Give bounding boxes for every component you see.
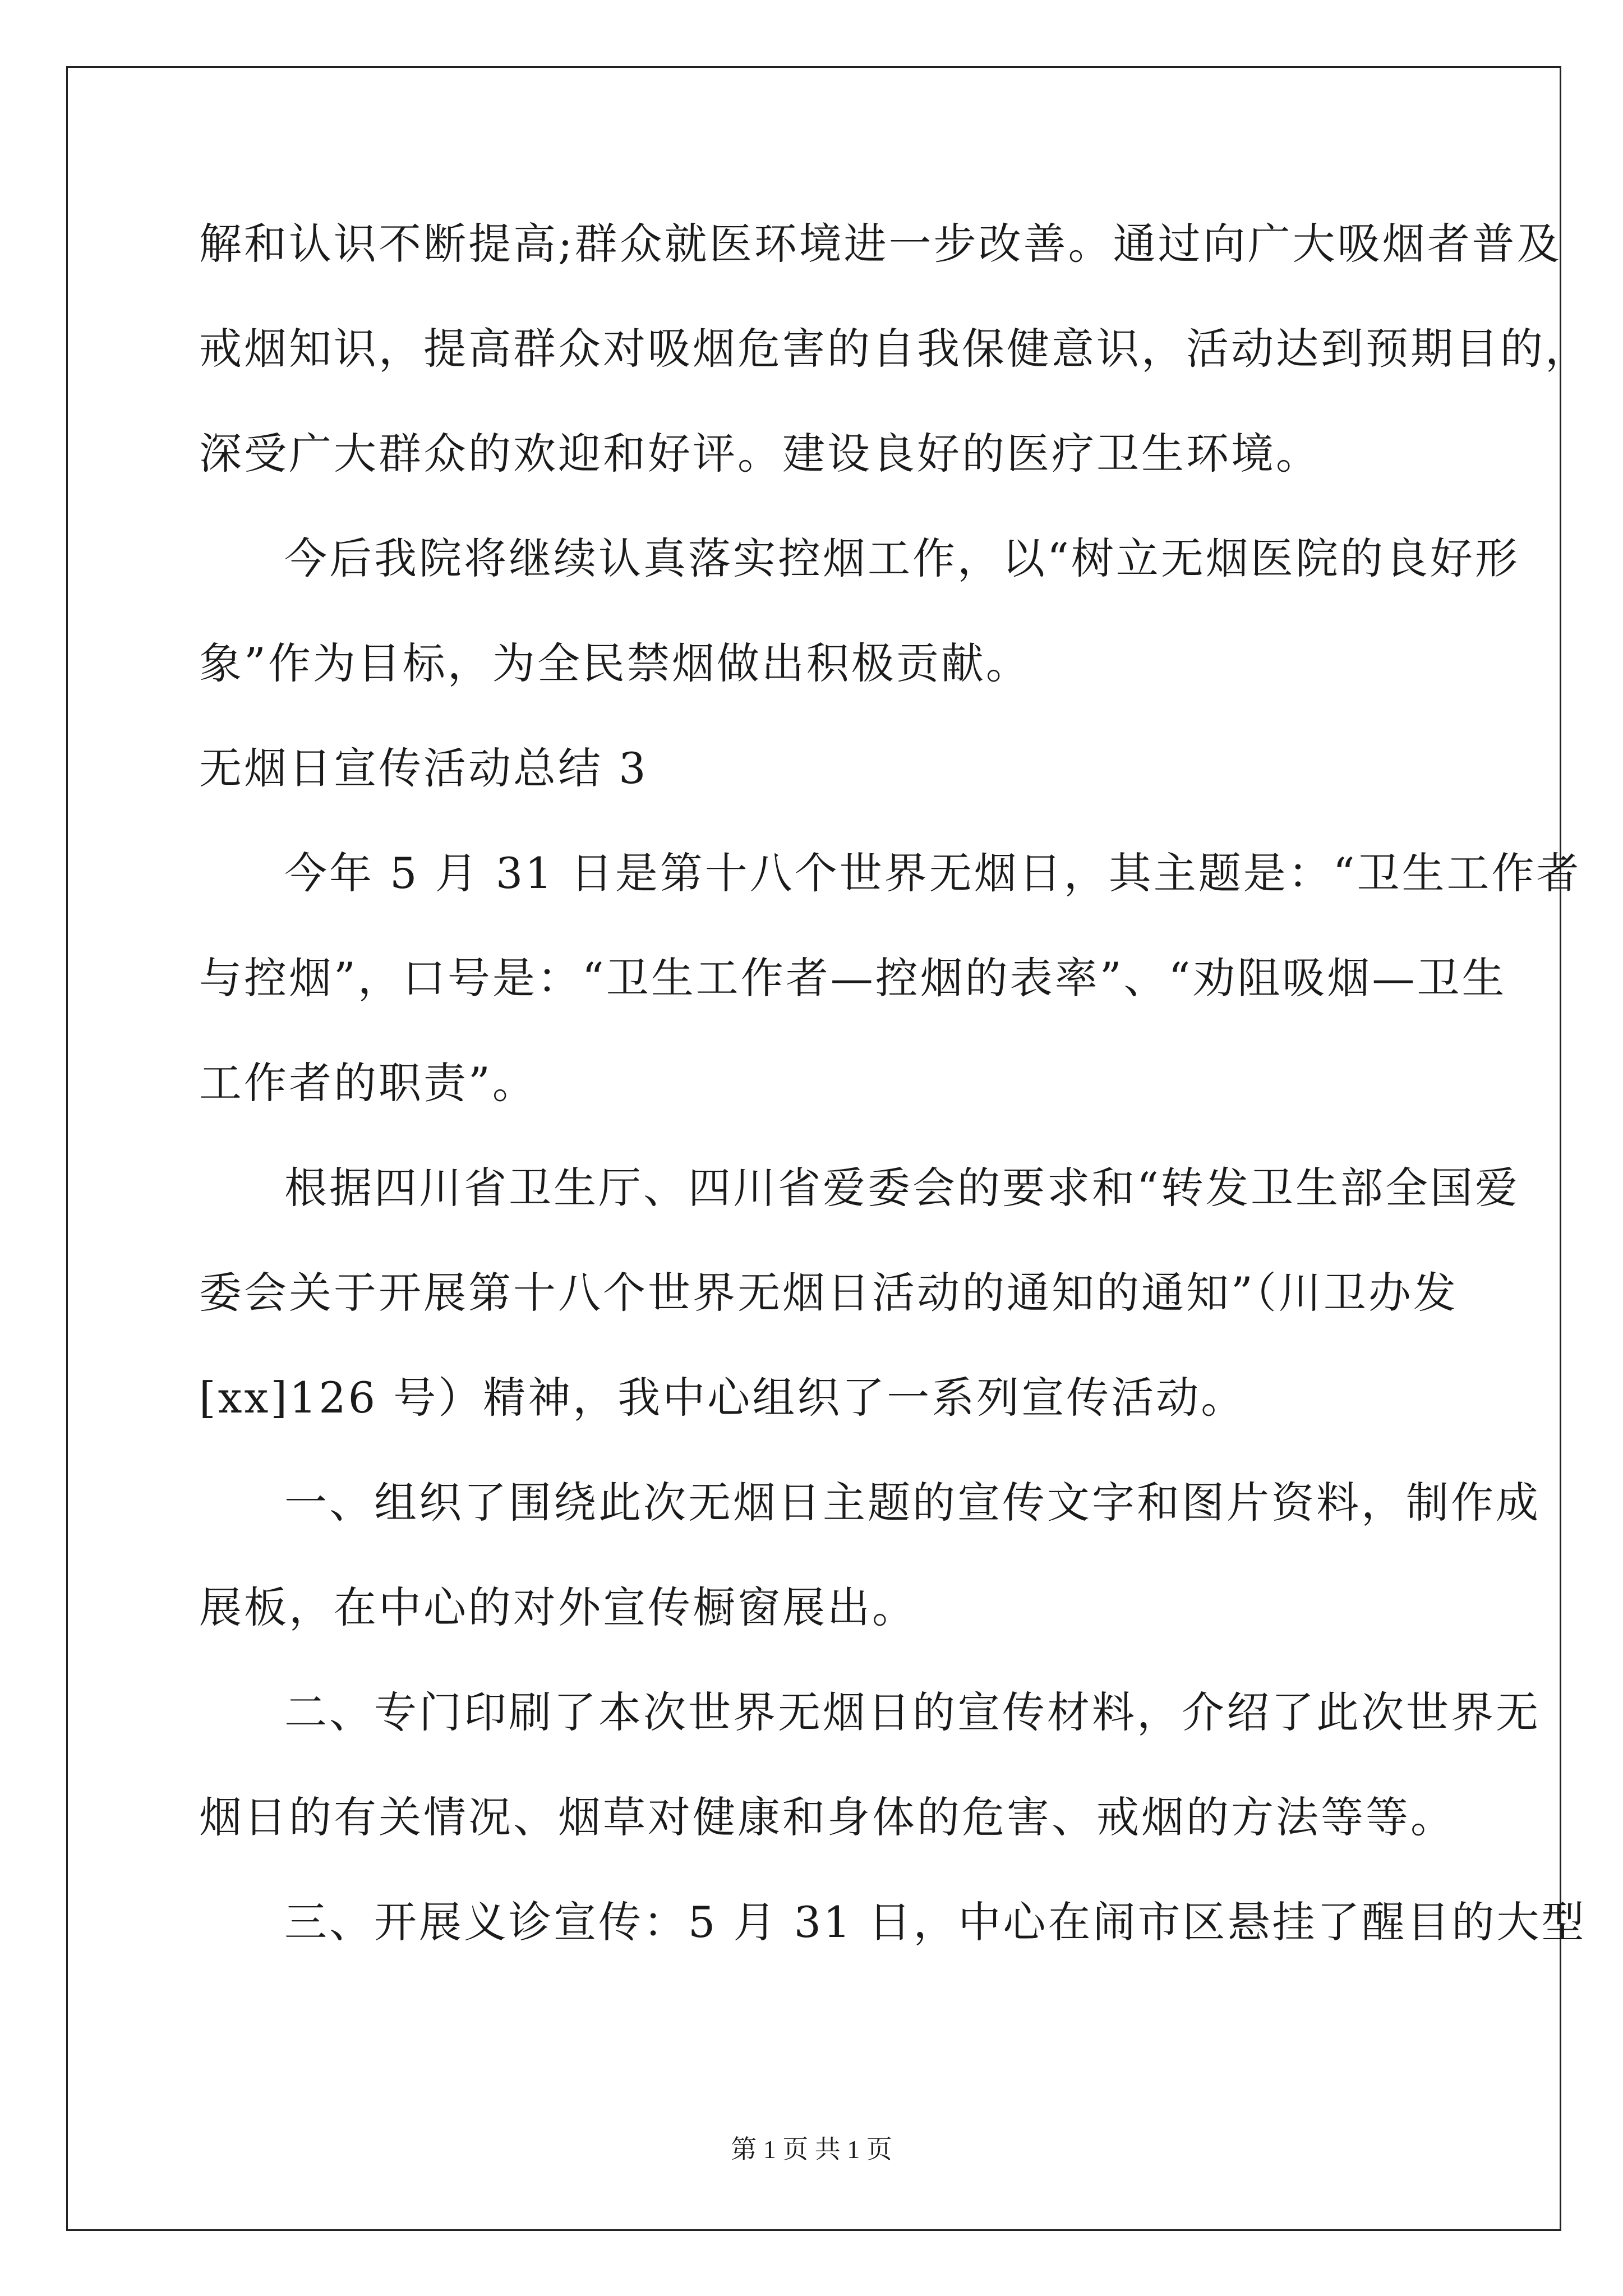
text-line: 展板，在中心的对外宣传橱窗展出。 — [199, 1582, 917, 1632]
text-line: 一、组织了围绕此次无烟日主题的宣传文字和图片资料，制作成 — [284, 1478, 1541, 1527]
text-line: 工作者的职责”。 — [199, 1058, 537, 1108]
text-line: [xx]126 号）精神，我中心组织了一系列宣传活动。 — [199, 1373, 1246, 1423]
section-heading: 无烟日宣传活动总结 3 — [199, 743, 648, 793]
document-body — [199, 210, 1590, 1994]
text-line: 委会关于开展第十八个世界无烟日活动的通知的通知”（川卫办发 — [199, 1268, 1458, 1318]
text-line: 烟日的有关情况、烟草对健康和身体的危害、戒烟的方法等等。 — [199, 1792, 1455, 1842]
text-line: 三、开展义诊宣传：5 月 31 日，中心在闹市区悬挂了醒目的大型 — [284, 1897, 1587, 1947]
text-line: 与控烟”，口号是：“卫生工作者—控烟的表率”、“劝阻吸烟—卫生 — [199, 953, 1507, 1003]
page-number: 第 1 页 共 1 页 — [731, 2135, 892, 2164]
text-line: 今年 5 月 31 日是第十八个世界无烟日，其主题是：“卫生工作者 — [284, 848, 1581, 898]
text-line: 今后我院将继续认真落实控烟工作，以“树立无烟医院的良好形 — [284, 533, 1520, 583]
text-line: 解和认识不断提高;群众就医环境进一步改善。通过向广大吸烟者普及 — [199, 219, 1562, 269]
text-line: 深受广大群众的欢迎和好评。建设良好的医疗卫生环境。 — [199, 429, 1321, 478]
text-line: 二、专门印刷了本次世界无烟日的宣传材料，介绍了此次世界无 — [284, 1687, 1541, 1737]
text-line: 戒烟知识，提高群众对吸烟危害的自我保健意识，活动达到预期目的， — [199, 324, 1590, 374]
text-line: 象”作为目标，为全民禁烟做出积极贡献。 — [199, 638, 1031, 688]
text-line: 根据四川省卫生厅、四川省爱委会的要求和“转发卫生部全国爱 — [284, 1163, 1520, 1213]
